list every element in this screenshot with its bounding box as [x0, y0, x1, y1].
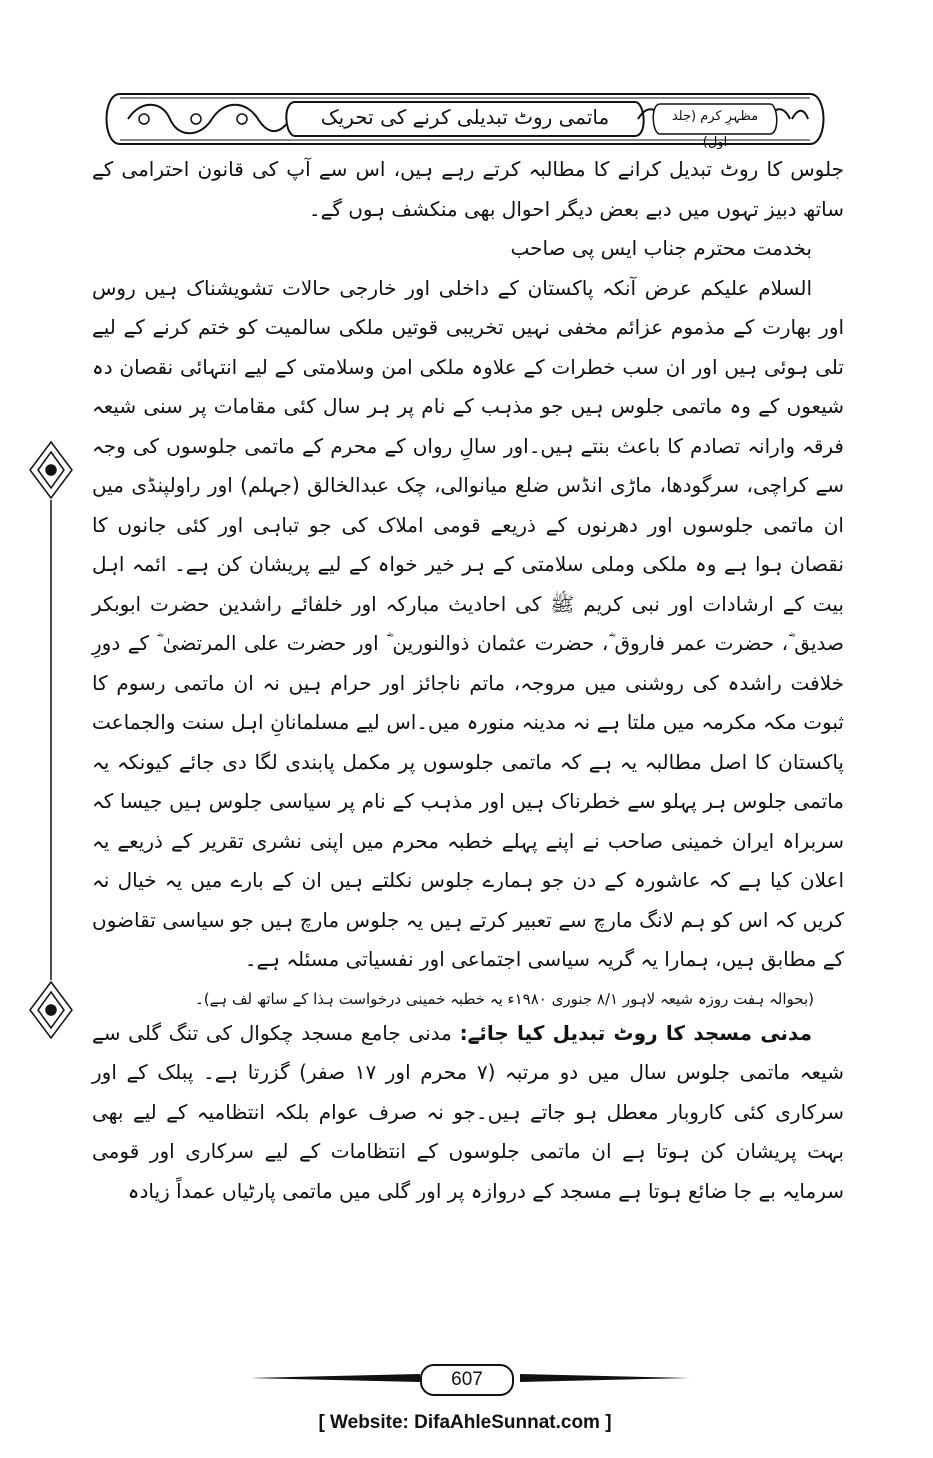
page-header [100, 88, 830, 150]
paragraph: السلام علیکم عرض آنکہ پاکستان کے داخلی اور خارجی حالات تشویشناک ہیں روس اور بھارت کے مذموم عزائم مخفی نہیں تخریبی قوتیں ملکی سالمیت کو ختم کرنے کے لیے تلی ہوئی ہیں اور ان سب خطرات کے علاوہ ملکی امن وسلامتی کے لیے انتہائی نقصان دہ شیعوں کے وہ ماتمی جلوس ہیں جو مذہب کے نام پر ہر سال کئی مقامات پر سنی شیعہ فرقہ وارانہ تصادم کا باعث بنتے ہیں۔اور سالِ رواں کے محرم کے ماتمی جلوسوں کی وجہ سے کراچی، سرگودھا، ماڑی انڈس ضلع میانوالی، چک عبدالخالق (جہلم) اور راولپنڈی میں ان ماتمی جلوسوں اور دھرنوں کے ذریعے قومی املاک کی جو تباہی اور کئی جانوں کا نقصان ہوا ہے وہ ملکی وملی سلامتی کے ہر خیر خواہ کے لیے پریشان کن ہے۔ ائمہ اہل بیت کے ارشادات اور نبی کریم ﷺ کی احادیث مبارکہ اور خلفائے راشدین حضرت ابوبکر صدیق ؓ، حضرت عمر فاروق ؓ، حضرت عثمان ذوالنورین ؓ اور حضرت علی المرتضیٰ ؓ کے دورِ خلافت راشدہ کی روشنی میں مروجہ، ماتم ناجائز اور حرام ہیں نہ ان ماتمی رسوم کا ثبوت مکہ مکرمہ میں ملتا ہے نہ مدینہ منورہ میں۔اس لیے مسلمانانِ اہل سنت والجماعت پاکستان کا اصل مطالبہ یہ ہے کہ ماتمی جلوسوں پر مکمل پابندی لگا دی جائے کیونکہ یہ ماتمی جلوس ہر پہلو سے خطرناک ہیں اور مذہب کے نام پر سیاسی جلوس ہیں جیسا کہ سربراہ ایران خمینی صاحب نے اپنے پہلے خطبہ محرم میں اپنی نشری تقریر کے ذریعے یہ اعلان کیا ہے کہ عاشورہ کے دن جو ہمارے جلوس نکلتے ہیں ان کے بارے میں یہ خیال نہ کریں کہ اس کو ہم لانگ مارچ سے تعبیر کرتے ہیں یہ جلوس مارچ ہیں جو سیاسی تقاضوں کے مطابق ہیں، ہمارا یہ گریہ سیاسی اجتماعی اور نفسیاتی مسئلہ ہے۔ [92, 275, 844, 971]
paragraph [92, 1014, 844, 1212]
paragraph-text: مدنی جامع مسجد چکوال کی تنگ گلی سے شیعہ ماتمی جلوس سال میں دو مرتبہ (۷ محرم اور ۱۷ صفر) گزرتا ہے۔ پبلک کے اور سرکاری کئی کاروبار معطل ہو جاتے ہیں۔جو نہ صرف عوام بلکہ انتظامیہ کے لیے بھی بہت پریشان کن ہوتا ہے ان ماتمی جلوسوں کے انتظامات کے لیے سرکاری اور قومی سرمایہ بے جا ضائع ہوتا ہے مسجد کے دروازہ پر اور گلی میں ماتمی پارٹیاں عمداً زیادہ [92, 1020, 844, 1203]
floral-ornament-icon [28, 440, 74, 1040]
website-credit: [ Website: DifaAhleSunnat.com ] [318, 1412, 612, 1433]
page-number: 607 [420, 1364, 514, 1396]
reference-note: (بحوالہ ہفت روزہ شیعہ لاہور ۸/۱ جنوری ۱۹۸۰ء یہ خطبہ خمینی درخواست ہذا کے ساتھ لف ہے)۔ [194, 989, 814, 1008]
running-title: ماتمی روٹ تبدیلی کرنے کی تحریک [320, 105, 610, 129]
paragraph: جلوس کا روٹ تبدیل کرانے کا مطالبہ کرتے رہے ہیں، اس سے آپ کی قانون احترامی کے ساتھ دبیز تہوں میں دبے بعض دیگر احوال بھی منکشف ہوں گے۔ [92, 157, 844, 221]
book-title: مظہرِ کرم (جلد اول) [671, 109, 759, 150]
section-lead: مدنی مسجد کا روٹ تبدیل کیا جائے: [459, 1020, 812, 1045]
letter-salutation-heading: بخدمت محترم جناب ایس پی صاحب [510, 236, 812, 260]
main-text [92, 150, 844, 1211]
